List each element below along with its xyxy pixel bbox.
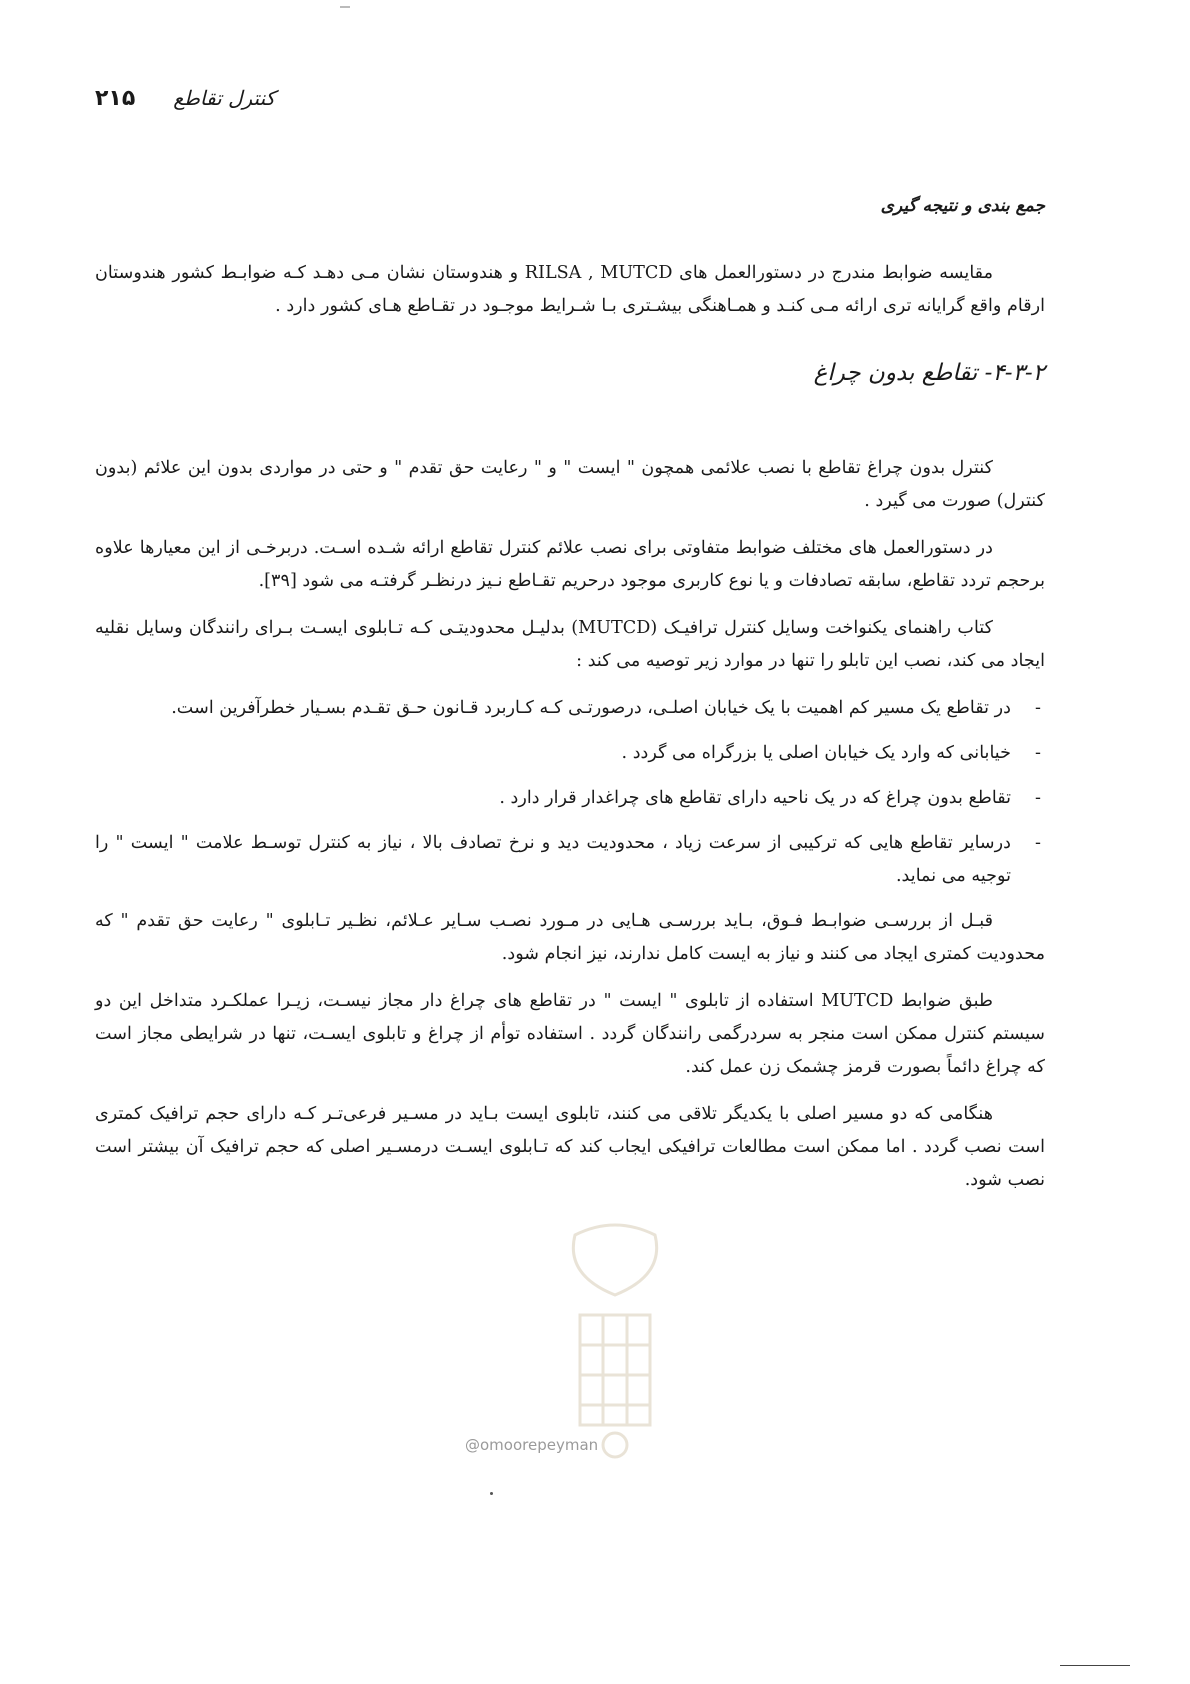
dash-bullet-icon: - [1035, 788, 1041, 808]
list-item [95, 827, 1045, 893]
dash-bullet-icon: - [1035, 743, 1041, 763]
running-header [95, 86, 355, 111]
list-item-text: تقاطع بدون چراغ که در یک ناحیه دارای تقاطع های چراغدار قرار دارد . [499, 788, 1011, 808]
summary-paragraph: مقایسه ضوابط مندرج در دستورالعمل های RILSA , MUTCD و هندوستان نشان مـی دهـد کـه ضوابـط کشور هندوستان ارقام واقع گرایانه تری ارائه مـی کنـد و همـاهنگی بیشـتری بـا شـرایط موجـود در تقـاطع هـای کشور دارد . [95, 263, 1045, 316]
page-number: ۲۱۵ [95, 86, 136, 111]
dash-bullet-icon: - [1035, 833, 1041, 853]
body-paragraph: در دستورالعمل های مختلف ضوابط متفاوتی برای نصب علائم کنترل تقاطع ارائه شـده اسـت. دربرخـی از این معیارها علاوه برحجم تردد تقاطع، سابقه تصادفات و یا نوع کاربری موجود درحریم تقـاطع نـیز درنظـر گرفتـه می شود [۳۹]. [95, 538, 1045, 591]
list-item-text: در تقاطع یک مسیر کم اهمیت با یک خیابان اصلـی، درصورتـی کـه کـاربرد قـانون حـق تقـدم بسـیار خطرآفرین است. [171, 698, 1011, 718]
watermark-logo-icon [555, 1215, 675, 1465]
list-item [95, 782, 1045, 815]
body-paragraph: هنگامی که دو مسیر اصلی با یکدیگر تلاقی می کنند، تابلوی ایست بـاید در مسـیر فرعی‌تـر کـه دارای حجم ترافیک کمتری است نصب گردد . اما ممکن است مطالعات ترافیکی ایجاب کند که تـابلوی ایسـت درمسـیر اصلی که حجم ترافیک آن بیشتر است نصب شود. [95, 1104, 1045, 1190]
list-item [95, 692, 1045, 725]
list-item [95, 737, 1045, 770]
page-content [95, 190, 1045, 1211]
list-item-text: خیابانی که وارد یک خیابان اصلی یا بزرگراه می گردد . [621, 743, 1011, 763]
body-paragraph: قبـل از بررسـی ضوابـط فـوق، بـاید بررسـی هـایی در مـورد نصـب سـایر عـلائم، نظـیر تـابلوی " رعایت حق تقدم " که محدودیت کمتری ایجاد می کنند و نیاز به ایست کامل ندارند، نیز انجام شود. [95, 911, 1045, 964]
watermark-handle: @omoorepeyman [465, 1436, 599, 1454]
body-paragraph: کتاب راهنمای یکنواخت وسایل کنترل ترافیـک (MUTCD) بدلیـل محدودیتـی کـه تـابلوی ایسـت بـرای رانندگان وسایل نقلیه ایجاد می کند، نصب این تابلو را تنها در موارد زیر توصیه می کند : [95, 618, 1045, 671]
scan-artifact-edge [1060, 1665, 1130, 1666]
running-title: کنترل تقاطع [173, 86, 276, 110]
body-paragraph: کنترل بدون چراغ تقاطع با نصب علائمی همچون " ایست " و " رعایت حق تقدم " و حتی در مواردی بدون این علائم (بدون کنترل) صورت می گیرد . [95, 458, 1045, 511]
scan-artifact-dot [490, 1492, 493, 1495]
summary-heading: جمع بندی و نتیجه گیری [880, 196, 1045, 216]
dash-bullet-icon: - [1035, 698, 1041, 718]
scan-artifact-top [340, 6, 350, 8]
body-paragraph: طبق ضوابط MUTCD استفاده از تابلوی " ایست " در تقاطع های چراغ دار مجاز نیسـت، زیـرا عملکـرد متداخل این دو سیستم کنترل ممکن است منجر به سردرگمی رانندگان گردد . استفاده توأم از چراغ و تابلوی ایسـت، تنها در شرایطی مجاز است که چراغ دائماً بصورت قرمز چشمک زن عمل کند. [95, 991, 1045, 1077]
list-item-text: درسایر تقاطع هایی که ترکیبی از سرعت زیاد ، محدودیت دید و نرخ تصادف بالا ، نیاز به کنترل توسـط علامت " ایست " را توجیه می نماید. [95, 833, 1011, 886]
section-heading: ۴-۳-۲- تقاطع بدون چراغ [813, 360, 1045, 386]
recommendation-list [95, 692, 1045, 893]
